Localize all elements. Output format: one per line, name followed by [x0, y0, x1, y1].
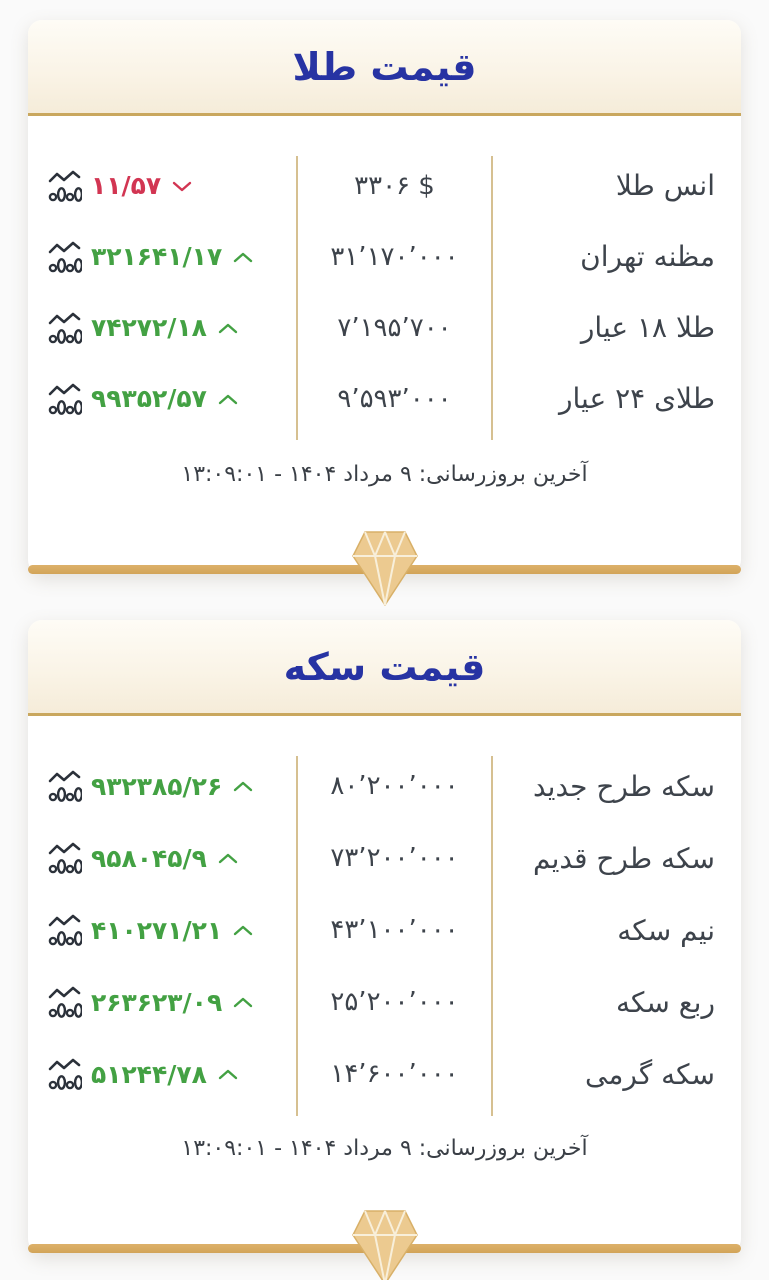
item-price: ۷۳٬۲۰۰٬۰۰۰ [330, 843, 459, 873]
change-value: ۱۱/۵۷ [91, 171, 162, 200]
change-value: ۹۵۸۰۴۵/۹ [91, 843, 207, 873]
chevron-up-icon [218, 393, 238, 405]
last-update-text: آخرین بروزرسانی: ۹ مرداد ۱۴۰۴ - ۱۳:۰۹:۰۱ [181, 1136, 588, 1161]
table-row [28, 822, 741, 894]
item-change [28, 170, 297, 202]
item-change [28, 241, 297, 273]
change-value: ۹۹۳۵۲/۵۷ [91, 384, 207, 413]
chevron-down-icon [172, 180, 192, 192]
item-price: ۲۵٬۲۰۰٬۰۰۰ [330, 987, 459, 1017]
coin-price-card [28, 620, 741, 1253]
item-label: سکه طرح جدید [532, 769, 715, 803]
item-price: ۳۳۰۶ $ [354, 170, 435, 201]
diamond-gem-icon [347, 526, 423, 610]
item-price: ۴۳٬۱۰۰٬۰۰۰ [330, 915, 459, 945]
table-row [28, 750, 741, 822]
mini-line-chart-icon[interactable] [48, 842, 82, 874]
item-change [28, 1058, 297, 1090]
gold-price-card [28, 20, 741, 574]
card-title: قیمت سکه [283, 644, 486, 689]
column-divider [491, 756, 493, 1116]
table-row [28, 292, 741, 363]
item-price: ۹٬۵۹۳٬۰۰۰ [337, 383, 452, 414]
change-value: ۷۴۲۷۲/۱۸ [91, 313, 207, 342]
item-label: ربع سکه [615, 985, 715, 1019]
gold-card-header [28, 20, 741, 116]
item-change [28, 770, 297, 802]
item-label: طلای ۲۴ عیار [559, 382, 715, 415]
mini-line-chart-icon[interactable] [48, 312, 82, 344]
diamond-gem-icon [347, 1205, 423, 1280]
table-row [28, 1038, 741, 1110]
item-label: مظنه تهران [580, 240, 715, 273]
item-change [28, 914, 297, 946]
mini-line-chart-icon[interactable] [48, 770, 82, 802]
item-label: سکه طرح قدیم [532, 841, 715, 875]
coin-price-table [28, 750, 741, 1110]
chevron-up-icon [233, 924, 253, 936]
change-value: ۳۲۱۶۴۱/۱۷ [91, 242, 223, 271]
item-change [28, 383, 297, 415]
table-row [28, 894, 741, 966]
item-label: سکه گرمی [585, 1057, 715, 1091]
item-price: ۳۱٬۱۷۰٬۰۰۰ [330, 241, 459, 272]
mini-line-chart-icon[interactable] [48, 383, 82, 415]
mini-line-chart-icon[interactable] [48, 1058, 82, 1090]
chevron-up-icon [218, 1068, 238, 1080]
change-value: ۲۶۳۶۲۳/۰۹ [91, 987, 223, 1017]
column-divider [491, 156, 493, 440]
item-change [28, 986, 297, 1018]
item-label: انس طلا [615, 169, 715, 202]
change-value: ۵۱۲۴۴/۷۸ [91, 1059, 207, 1089]
item-change [28, 312, 297, 344]
last-update-text: آخرین بروزرسانی: ۹ مرداد ۱۴۰۴ - ۱۳:۰۹:۰۱ [181, 462, 588, 487]
mini-line-chart-icon[interactable] [48, 914, 82, 946]
chevron-up-icon [218, 852, 238, 864]
change-value: ۹۳۲۳۸۵/۲۶ [91, 771, 223, 801]
change-value: ۴۱۰۲۷۱/۲۱ [91, 915, 223, 945]
mini-line-chart-icon[interactable] [48, 241, 82, 273]
table-row [28, 363, 741, 434]
card-title: قیمت طلا [292, 44, 477, 89]
chevron-up-icon [233, 780, 253, 792]
table-row [28, 221, 741, 292]
column-divider [296, 756, 298, 1116]
table-row [28, 150, 741, 221]
chevron-up-icon [218, 322, 238, 334]
item-price: ۷٬۱۹۵٬۷۰۰ [337, 312, 452, 343]
item-change [28, 842, 297, 874]
column-divider [296, 156, 298, 440]
item-price: ۸۰٬۲۰۰٬۰۰۰ [330, 771, 459, 801]
item-label: طلا ۱۸ عیار [580, 311, 715, 344]
mini-line-chart-icon[interactable] [48, 986, 82, 1018]
mini-line-chart-icon[interactable] [48, 170, 82, 202]
chevron-up-icon [233, 996, 253, 1008]
item-label: نیم سکه [617, 913, 715, 947]
chevron-up-icon [233, 251, 253, 263]
coin-card-header [28, 620, 741, 716]
gold-price-table [28, 150, 741, 434]
table-row [28, 966, 741, 1038]
item-price: ۱۴٬۶۰۰٬۰۰۰ [330, 1059, 459, 1089]
